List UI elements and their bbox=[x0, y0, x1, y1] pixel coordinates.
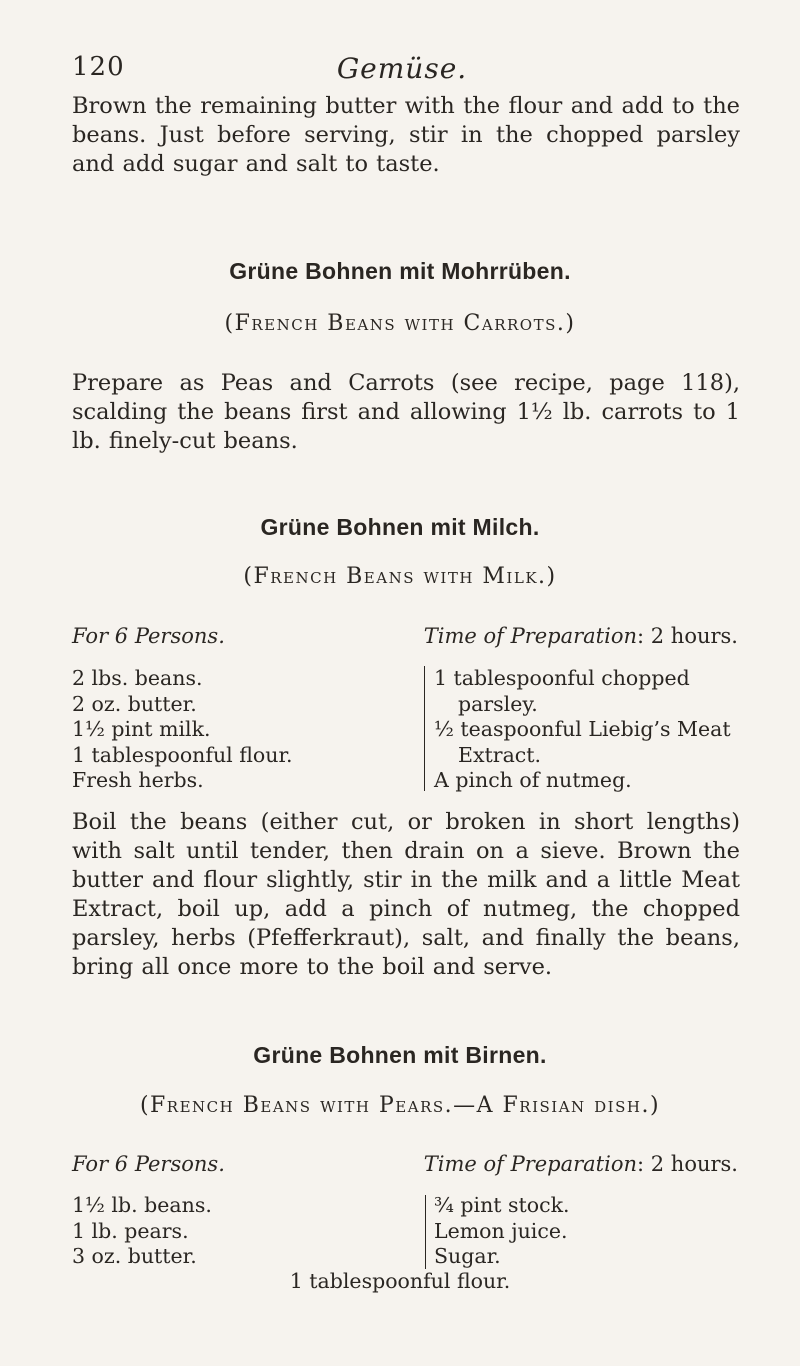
ingredient-list-right bbox=[434, 1193, 570, 1270]
ingredient: A pinch of nutmeg. bbox=[434, 768, 632, 792]
ingredient: 3 oz. butter. bbox=[72, 1244, 197, 1268]
ingredient: 1½ lb. beans. bbox=[72, 1193, 212, 1217]
time-value: : 2 hours. bbox=[637, 624, 738, 648]
ingredient-list-right bbox=[434, 666, 731, 794]
servings-label: For 6 Persons. bbox=[72, 624, 225, 648]
preparation-time bbox=[424, 624, 738, 648]
page-number: 120 bbox=[72, 52, 125, 82]
ingredient-continuation: Extract. bbox=[458, 742, 542, 767]
recipe-title: Grüne Bohnen mit Birnen. bbox=[253, 1042, 547, 1068]
time-value: : 2 hours. bbox=[637, 1152, 738, 1176]
ingredient: Sugar. bbox=[434, 1244, 501, 1268]
ingredient-list-center bbox=[0, 1269, 800, 1295]
running-title: Gemüse. bbox=[336, 52, 468, 85]
time-label: Time of Preparation bbox=[423, 1152, 638, 1176]
column-divider bbox=[424, 666, 425, 791]
ingredient: 2 lbs. beans. bbox=[72, 666, 203, 690]
preparation-time bbox=[424, 1152, 738, 1176]
recipe-method: Prepare as Peas and Carrots (see recipe, page 118), scalding the beans first and allowing 1½ lb. carrots to 1 lb. finely-cut beans. bbox=[72, 370, 740, 454]
recipe-title: Grüne Bohnen mit Mohrrüben. bbox=[229, 258, 571, 284]
ingredient: 2 oz. butter. bbox=[72, 691, 197, 716]
intro-paragraph: Brown the remaining butter with the flour and add to the beans. Just before serving, stir in the chopped parsley and add sugar and salt to taste. bbox=[72, 93, 740, 177]
ingredient: 1 tablespoonful flour. bbox=[72, 742, 293, 767]
ingredient: 1½ pint milk. bbox=[72, 717, 211, 741]
ingredient: Fresh herbs. bbox=[72, 768, 204, 792]
ingredient: 1 tablespoonful flour. bbox=[289, 1269, 511, 1293]
column-divider bbox=[425, 1195, 426, 1269]
ingredient: ¾ pint stock. bbox=[434, 1193, 570, 1217]
ingredient: ½ teaspoonful Liebig’s Meat bbox=[434, 717, 731, 741]
time-label: Time of Preparation bbox=[423, 624, 638, 648]
ingredient: 1 lb. pears. bbox=[72, 1218, 189, 1243]
recipe-subtitle: (French Beans with Milk.) bbox=[243, 564, 557, 589]
page-header bbox=[72, 52, 732, 92]
ingredient-list-left bbox=[72, 666, 293, 794]
recipe-subtitle: (French Beans with Carrots.) bbox=[224, 311, 576, 336]
ingredient-continuation: parsley. bbox=[458, 691, 538, 716]
ingredient: Lemon juice. bbox=[434, 1218, 568, 1243]
recipe-title: Grüne Bohnen mit Milch. bbox=[260, 514, 540, 540]
recipe-subtitle: (French Beans with Pears.—A Frisian dish.) bbox=[139, 1093, 661, 1118]
servings-label: For 6 Persons. bbox=[72, 1152, 225, 1176]
ingredient-list-left bbox=[72, 1193, 212, 1270]
ingredient: 1 tablespoonful chopped bbox=[434, 666, 690, 690]
recipe-method: Boil the beans (either cut, or broken in short lengths) with salt until tender, then drain on a sieve. Brown the butter and flour slightly, stir in the milk and a little Meat Extract, boil up, add a pinch of nutmeg, the chopped parsley, herbs (Pfefferkraut), salt, and finally the beans, bring all once more to the boil and serve. bbox=[72, 809, 740, 980]
